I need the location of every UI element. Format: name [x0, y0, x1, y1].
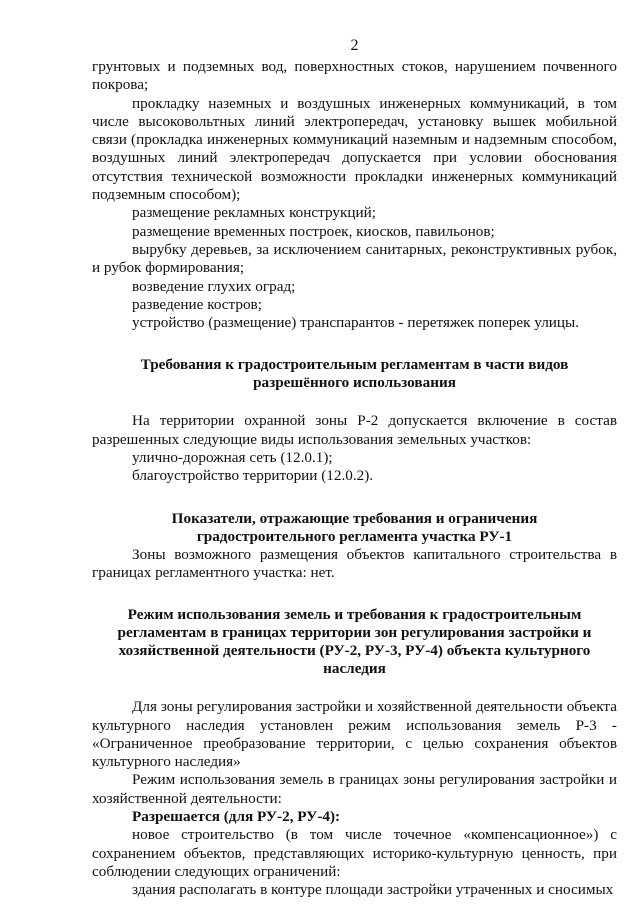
- paragraph: новое строительство (в том числе точечное «компенсационное») с сохранением объектов, представляющих историко-культурную ценность, при соблюдении следующих ограничений:: [92, 826, 617, 880]
- section-heading: [92, 356, 617, 392]
- bold-subheading: [92, 808, 617, 826]
- heading-line: разрешённого использования: [253, 374, 456, 392]
- paragraph: Для зоны регулирования застройки и хозяйственной деятельности объекта культурного наследия установлен режим использования земель Р-3 - «Ограниченное преобразование территории, с целью сохранения объектов культурного наследия»: [92, 698, 617, 771]
- heading-line: регламентам в границах территории зон регулирования застройки и: [117, 624, 592, 642]
- page-number: 2: [350, 37, 359, 54]
- heading-line: градостроительного регламента участка РУ-1: [196, 527, 513, 545]
- paragraph: прокладку наземных и воздушных инженерных коммуникаций, в том числе высоковольтных линий электропередач, установку вышек мобильной связи (прокладка инженерных коммуникаций наземным и надземным способом, воздушных линий электропередач допускается при условии обоснования отсутствия технической возможности прокладки инженерных коммуникаций подземным способом);: [92, 94, 617, 204]
- list-item: разведение костров;: [132, 295, 262, 313]
- paragraph: здания располагать в контуре площади застройки утраченных и сносимых: [132, 881, 614, 899]
- section-heading: [92, 510, 617, 546]
- paragraph: грунтовых и подземных вод, поверхностных стоков, нарушением почвенного покрова;: [92, 58, 617, 94]
- bold-text: Разрешается (для РУ-2, РУ-4):: [132, 808, 341, 826]
- list-item: устройство (размещение) транспарантов - перетяжек поперек улицы.: [132, 314, 580, 332]
- list-item: размещение рекламных конструкций;: [132, 204, 376, 222]
- heading-line: наследия: [323, 660, 386, 678]
- list-item: благоустройство территории (12.0.2).: [132, 467, 374, 485]
- list-item: размещение временных построек, киосков, павильонов;: [132, 222, 495, 240]
- heading-line: Требования к градостроительным регламентам в части видов: [140, 356, 569, 374]
- heading-line: Показатели, отражающие требования и ограничения: [171, 509, 538, 527]
- heading-line: хозяйственной деятельности (РУ-2, РУ-3, РУ-4) объекта культурного: [118, 642, 591, 660]
- paragraph: вырубку деревьев, за исключением санитарных, реконструктивных рубок, и рубок формирования;: [92, 240, 617, 277]
- heading-line: Режим использования земель и требования к градостроительным: [127, 606, 582, 624]
- paragraph: Зоны возможного размещения объектов капитального строительства в границах регламентного участка: нет.: [92, 545, 617, 581]
- list-item: возведение глухих оград;: [132, 277, 296, 295]
- list-item: улично-дорожная сеть (12.0.1);: [132, 449, 333, 467]
- section-heading: [92, 606, 617, 678]
- paragraph: На территории охранной зоны Р-2 допускается включение в состав разрешенных следующие виды использования земельных участков:: [92, 412, 617, 448]
- paragraph: Режим использования земель в границах зоны регулирования застройки и хозяйственной деятельности:: [92, 771, 617, 807]
